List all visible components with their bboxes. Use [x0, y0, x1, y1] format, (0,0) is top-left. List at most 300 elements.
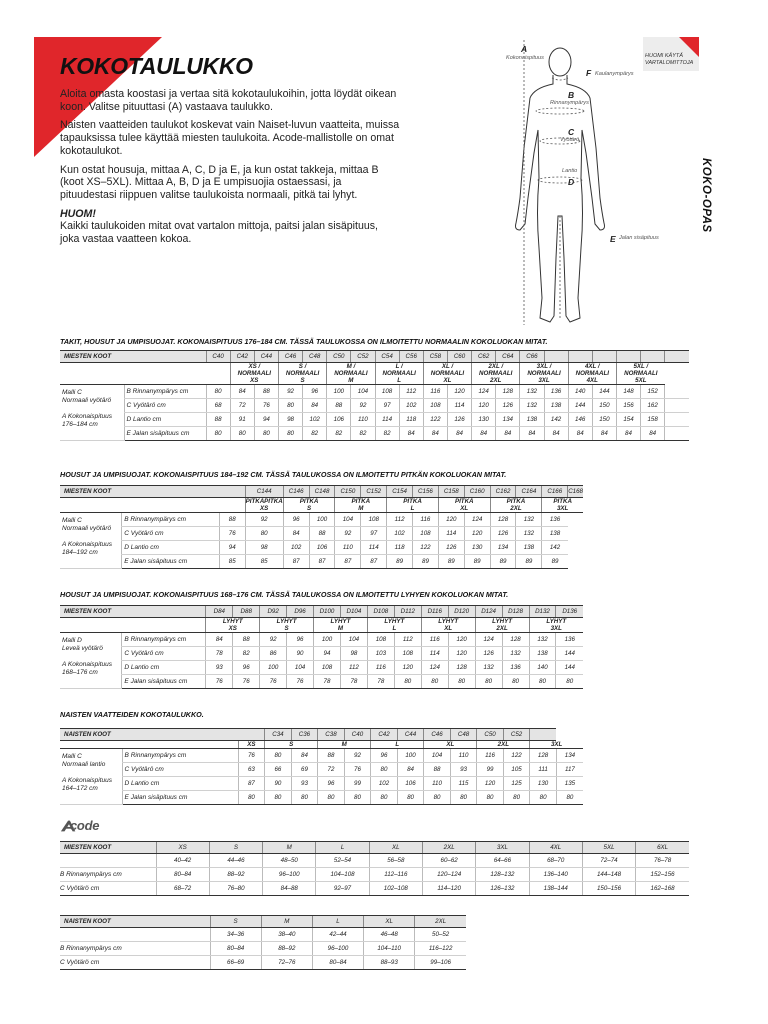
size-code-cell: C166 [542, 486, 568, 498]
measurement-value: 80 [530, 791, 557, 805]
size-group-line: NORMAALI [334, 370, 368, 377]
group-row [60, 363, 689, 385]
size-group-line: M [348, 377, 354, 384]
measurement-value: 124 [472, 385, 496, 399]
size-code-cell: L [312, 916, 363, 928]
page-title: KOKOTAULUKKO [60, 53, 253, 79]
neck-value: 38–40 [261, 928, 312, 942]
measurement-value: 80 [529, 675, 556, 689]
measurement-row [60, 763, 583, 777]
size-group-line: LYHYT [492, 618, 512, 625]
size-group-line: LYHYT [330, 618, 351, 625]
measurement-value: 110 [335, 541, 361, 555]
neck-value: 76–78 [636, 854, 689, 868]
measurement-value: 85 [245, 555, 283, 569]
measurement-value: 84 [397, 763, 424, 777]
label-f-sub: Kaulanympärys [595, 71, 634, 77]
size-code-cell: C48 [450, 729, 477, 741]
size-group-line: 2XL / [488, 363, 504, 370]
measurement-value: 142 [544, 413, 568, 427]
measurement-value: 150 [592, 413, 616, 427]
size-group-line: NORMAALI [624, 370, 658, 377]
measurement-value: 114 [438, 527, 464, 541]
measurement-value: 98 [245, 541, 283, 555]
measurement-value: 104 [340, 633, 367, 647]
measurement-value: 144 [568, 399, 592, 413]
size-group-line: NORMAALI [430, 370, 465, 377]
measurement-value: 116 [423, 385, 447, 399]
size-code-cell: D104 [340, 606, 367, 618]
size-group-line: NORMAALI [575, 370, 609, 377]
measurement-value: 110 [450, 749, 477, 763]
measurement-value: 76 [238, 749, 265, 763]
measurement-value: 80 [556, 791, 583, 805]
measurement-value: 92 [278, 385, 302, 399]
measurement-value: 88 [233, 633, 260, 647]
mens-long-size-table [60, 485, 583, 569]
measurement-value: 87 [238, 777, 265, 791]
size-code-cell: 5XL [582, 842, 635, 854]
measurement-value: 118 [399, 413, 423, 427]
measurement-value: 136 [502, 661, 529, 675]
neck-value: 52–54 [316, 854, 369, 868]
measurement-value: 120 [472, 399, 496, 413]
measurement-value: 120 [448, 633, 475, 647]
header-label: NAISTEN KOOT [60, 729, 265, 741]
measurement-label: D Lantio cm [122, 661, 206, 675]
measurement-value [665, 399, 689, 413]
measurement-value: 96 [287, 633, 314, 647]
measurement-value: 91 [230, 413, 254, 427]
size-group-cell [421, 618, 475, 633]
size-group-cell [423, 363, 471, 385]
measurement-value: 132 [520, 399, 544, 413]
size-group-cell: 2XL [477, 741, 530, 749]
size-code-cell: C42 [371, 729, 398, 741]
size-code-cell: D116 [421, 606, 448, 618]
intro-paragraph-2: Naisten vaatteiden taulukot koskevat vain Naiset-luvun vaatteita, muissa tapauksissa tulee käyttää miesten taulukoita. Acode-mallistolle on omat kokotaulukot. [60, 119, 400, 157]
measurement-value: 96–100 [263, 868, 316, 882]
measurement-row [60, 513, 583, 527]
measurement-label: E Jalan sisäpituus cm [122, 675, 206, 689]
measurement-value: 108 [423, 399, 447, 413]
measurement-value: 108 [361, 513, 387, 527]
measurement-value: 100 [397, 749, 424, 763]
size-group-line: M [337, 625, 344, 632]
measurement-value: 122 [503, 749, 530, 763]
measurement-value: 110 [424, 777, 451, 791]
measurement-value: 82 [351, 427, 375, 441]
measurement-row [60, 791, 583, 805]
measurement-value: 104–110 [364, 942, 415, 956]
measurement-value: 84 [496, 427, 520, 441]
size-group-line: L [410, 505, 415, 512]
measurement-value: 88 [219, 513, 245, 527]
size-group-cell [327, 363, 375, 385]
measurement-value: 96–100 [312, 942, 363, 956]
measurement-value: 162 [641, 399, 665, 413]
measurement-value: 84 [230, 385, 254, 399]
model-description: Malli C Normaali lantio A Kokonaispituus 164–172 cm [60, 749, 122, 805]
measurement-value: 80 [344, 791, 371, 805]
label-a-sub: Kokonaispituus [506, 55, 544, 61]
measurement-value: 80 [254, 427, 278, 441]
size-group-line: 4XL / [584, 363, 600, 370]
size-group-line: 3XL [538, 377, 550, 384]
size-group-line: 5XL / [633, 363, 649, 370]
size-code-cell: C144 [245, 486, 283, 498]
size-code-cell: D96 [287, 606, 314, 618]
measurement-value: 76 [344, 763, 371, 777]
measurement-row [60, 413, 689, 427]
size-group-line: XS [250, 377, 259, 384]
measurement-value: 92 [245, 513, 283, 527]
measurement-value: 100 [314, 633, 341, 647]
measurement-value: 72–76 [261, 956, 312, 970]
size-group-line: LYHYT [438, 618, 459, 625]
size-code-cell: C46 [424, 729, 451, 741]
measurement-value: 144–148 [582, 868, 635, 882]
size-group-cell: M [318, 741, 371, 749]
measurement-label: E Jalan sisäpituus cm [124, 427, 206, 441]
size-group-line: XS [228, 625, 237, 632]
measurement-label: E Jalan sisäpituus cm [122, 791, 238, 805]
measurement-value: 132 [520, 385, 544, 399]
measurement-label: C Vyötärö cm [60, 882, 156, 896]
size-group-line: NORMAALI [479, 370, 513, 377]
measurement-label: C Vyötärö cm [122, 763, 238, 777]
measurement-value: 80 [424, 791, 451, 805]
size-code-cell: C64 [496, 351, 520, 363]
measurement-value: 124 [464, 513, 490, 527]
size-code-cell: D108 [367, 606, 394, 618]
measurement-value: 126–132 [476, 882, 529, 896]
size-group-line: 3XL / [536, 363, 552, 370]
size-group-line: XS [260, 505, 269, 512]
size-group-line: PITKÄ [454, 498, 474, 505]
measurement-value: 152 [641, 385, 665, 399]
measurement-value: 100 [260, 661, 287, 675]
measurement-value: 116 [477, 749, 504, 763]
measurement-label: B Rinnanympärys cm [122, 513, 220, 527]
size-code-cell: C150 [335, 486, 361, 498]
measurement-value: 128–132 [476, 868, 529, 882]
size-code-cell: C42 [230, 351, 254, 363]
measurement-value: 94 [314, 647, 341, 661]
label-f: F [586, 68, 592, 78]
measurement-value: 78 [340, 675, 367, 689]
size-code-cell: 4XL [529, 842, 582, 854]
size-group-cell: 3XL [530, 741, 583, 749]
measurement-value: 120 [477, 777, 504, 791]
size-code-cell: C158 [438, 486, 464, 498]
neck-value: 68–70 [529, 854, 582, 868]
measurement-value: 98 [278, 413, 302, 427]
measurement-value: 88 [318, 749, 345, 763]
measurement-value: 80 [450, 791, 477, 805]
measurement-value: 138 [516, 541, 542, 555]
measurement-value: 87 [309, 555, 335, 569]
measurement-value: 92–97 [316, 882, 369, 896]
neck-value: 42–44 [312, 928, 363, 942]
size-group-cell: XL [424, 741, 477, 749]
neck-value: 44–46 [209, 854, 262, 868]
intro-paragraph-1: Aloita omasta koostasi ja vertaa sitä kokotaulukoihin, jotta löydät oikean koon. Valitse pituuttasi (A) vastaava taulukko. [60, 88, 397, 113]
header-row [60, 729, 583, 741]
size-group-cell [529, 618, 583, 633]
measurement-value: 72 [230, 399, 254, 413]
size-group-cell [568, 363, 616, 385]
measurement-value: 89 [490, 555, 516, 569]
measurement-value: 124 [421, 661, 448, 675]
size-code-cell: C46 [278, 351, 302, 363]
measurement-value: 125 [503, 777, 530, 791]
measurement-value: 88–93 [364, 956, 415, 970]
size-group-line: XS / [248, 363, 261, 370]
measurement-value: 80 [265, 749, 292, 763]
size-code-cell: S [209, 842, 262, 854]
measurement-value: 94 [219, 541, 245, 555]
measurement-value: 132 [475, 661, 502, 675]
measurement-value: 89 [438, 555, 464, 569]
size-code-cell: C160 [464, 486, 490, 498]
measurement-value: 80 [291, 791, 318, 805]
size-group-line: XL [444, 625, 453, 632]
measurement-value: 78 [206, 647, 233, 661]
measurement-value: 104 [287, 661, 314, 675]
measurement-value: 99 [344, 777, 371, 791]
size-code-cell: C38 [318, 729, 345, 741]
measurement-value: 148 [616, 385, 640, 399]
measurement-label: C Vyötärö cm [124, 399, 206, 413]
acode-womens-size-table [60, 915, 466, 970]
size-group-cell: S [265, 741, 318, 749]
size-code-cell: M [261, 916, 312, 928]
size-group-cell [260, 618, 314, 633]
label-e-sub: Jalan sisäpituus [619, 235, 659, 241]
measurement-row [60, 527, 583, 541]
size-group-line: L / [395, 363, 403, 370]
measurement-value: 136–140 [529, 868, 582, 882]
measurement-value: 126 [438, 541, 464, 555]
size-code-cell: D132 [529, 606, 556, 618]
measurement-value: 102 [387, 527, 413, 541]
measurement-value: 76 [219, 527, 245, 541]
measurement-value: 80 [230, 427, 254, 441]
measurement-row [60, 942, 466, 956]
measurement-row [60, 647, 583, 661]
size-group-line: S [284, 625, 289, 632]
measurement-value: 112 [340, 661, 367, 675]
size-code-cell: C58 [423, 351, 447, 363]
size-group-line: LYHYT [384, 618, 405, 625]
measurement-value: 85 [219, 555, 245, 569]
measurement-value: 80 [477, 791, 504, 805]
measurement-value: 99–106 [415, 956, 466, 970]
size-group-cell [367, 618, 421, 633]
size-code-cell: C152 [361, 486, 387, 498]
measurement-value: 112 [394, 633, 421, 647]
measurement-row [60, 633, 583, 647]
size-group-cell [520, 363, 568, 385]
measurement-value: 90 [265, 777, 292, 791]
header-label: MIESTEN KOOT [60, 486, 245, 498]
measurement-value: 80 [371, 763, 398, 777]
measurement-value: 108 [367, 633, 394, 647]
measurement-value: 80 [397, 791, 424, 805]
size-code-cell: C162 [490, 486, 516, 498]
measurement-value: 80 [278, 399, 302, 413]
size-code-cell [665, 351, 689, 363]
measurement-value: 144 [556, 661, 583, 675]
measurement-value: 120 [448, 647, 475, 661]
size-code-cell: XS [156, 842, 209, 854]
measurement-value: 150–156 [582, 882, 635, 896]
badge-text: HUOMI KÄYTÄ VARTALOMITTOJA [645, 53, 694, 66]
size-group-line: XL / [441, 363, 454, 370]
size-code-cell: D92 [260, 606, 287, 618]
size-code-cell: C56 [399, 351, 423, 363]
measurement-value: 135 [556, 777, 583, 791]
intro-paragraph-4: Kaikki taulukoiden mitat ovat vartalon mittoja, paitsi jalan sisäpituus, joka vastaa vaatteen kokoa. [60, 220, 378, 246]
neck-value: 64–66 [476, 854, 529, 868]
model-description: Malli C Normaali vyötärö A Kokonaispituus 184–192 cm [60, 513, 122, 569]
label-d-sub: Lantio [562, 168, 578, 174]
measurement-value: 66 [265, 763, 292, 777]
group-row [60, 618, 583, 633]
group-spacer [60, 741, 238, 749]
measurement-value: 84 [206, 633, 233, 647]
size-code-cell: C54 [375, 351, 399, 363]
measurement-value: 84–88 [263, 882, 316, 896]
measurement-value: 84 [568, 427, 592, 441]
measurement-value: 106 [327, 413, 351, 427]
table2-title: HOUSUT JA UMPISUOJAT. KOKONAISPITUUS 184–192 CM. TÄSSÄ TAULUKOSSA ON ILMOITETTU PITKÄN KOKOLUOKAN MITAT. [60, 470, 507, 479]
measurement-value: 96 [318, 777, 345, 791]
measurement-value: 144 [592, 385, 616, 399]
measurement-value: 108 [413, 527, 439, 541]
measurement-value: 138 [529, 647, 556, 661]
size-code-cell: D100 [314, 606, 341, 618]
size-group-cell [472, 363, 520, 385]
size-code-cell: C62 [472, 351, 496, 363]
measurement-value: 80–84 [210, 942, 261, 956]
measurement-row [60, 868, 689, 882]
measurement-label: C Vyötärö cm [122, 647, 206, 661]
measurement-value [665, 385, 689, 399]
measurement-value: 112 [387, 513, 413, 527]
size-code-cell: C44 [397, 729, 424, 741]
header-label: MIESTEN KOOT [60, 842, 156, 854]
measurement-value: 80 [448, 675, 475, 689]
size-code-cell: D88 [233, 606, 260, 618]
size-code-cell: 2XL [422, 842, 475, 854]
measurement-value: 80 [421, 675, 448, 689]
size-code-cell: D124 [475, 606, 502, 618]
measurement-value: 154 [616, 413, 640, 427]
measurement-value: 140 [568, 385, 592, 399]
measurement-value: 96 [303, 385, 327, 399]
neck-spacer [60, 928, 210, 942]
size-code-cell: XL [369, 842, 422, 854]
size-group-line: PITKÄ [553, 498, 572, 505]
neck-row [60, 854, 689, 868]
mens-normal-size-table [60, 350, 689, 441]
measurement-value: 126 [447, 413, 471, 427]
size-code-cell: M [263, 842, 316, 854]
model-description: Malli D Leveä vyötärö A Kokonaispituus 168–176 cm [60, 633, 122, 689]
measurement-value: 103 [367, 647, 394, 661]
intro-huom-heading: HUOM! [60, 207, 96, 220]
measurement-value: 66–69 [210, 956, 261, 970]
measurement-value: 93 [291, 777, 318, 791]
measurement-value: 84 [303, 399, 327, 413]
measurement-value: 87 [283, 555, 309, 569]
header-row [60, 842, 689, 854]
size-code-cell: 6XL [636, 842, 689, 854]
measurement-row [60, 541, 583, 555]
measurement-value: 106 [309, 541, 335, 555]
size-group-line: S [300, 377, 305, 384]
measurement-value: 78 [314, 675, 341, 689]
measurement-value: 88 [254, 385, 278, 399]
measurement-value: 108 [375, 385, 399, 399]
size-code-cell: D128 [502, 606, 529, 618]
measurement-value: 89 [516, 555, 542, 569]
size-group-line: LYHYT [546, 618, 567, 625]
measurement-value: 68 [206, 399, 230, 413]
header-row [60, 916, 466, 928]
measurement-value: 80 [503, 791, 530, 805]
measurement-value: 132 [502, 647, 529, 661]
measurement-value: 88 [206, 413, 230, 427]
size-group-line: 3XL [550, 625, 562, 632]
measurement-value: 116 [421, 633, 448, 647]
measurement-value: 88 [309, 527, 335, 541]
measurement-value: 120–124 [422, 868, 475, 882]
measurement-row [60, 777, 583, 791]
neck-value: 72–74 [582, 854, 635, 868]
measurement-value: 156 [616, 399, 640, 413]
size-code-cell: 2XL [415, 916, 466, 928]
size-group-line: NORMAALI [237, 370, 271, 377]
measurement-value: 92 [335, 527, 361, 541]
size-group-cell [387, 498, 439, 513]
measurement-value: 138–144 [529, 882, 582, 896]
size-code-cell: L [316, 842, 369, 854]
measurement-value: 80 [206, 385, 230, 399]
measurement-value: 84 [592, 427, 616, 441]
size-code-cell: C148 [309, 486, 335, 498]
group-spacer [60, 498, 245, 513]
measurement-value: 82 [303, 427, 327, 441]
measurement-label: C Vyötärö cm [60, 956, 210, 970]
size-code-cell: C40 [206, 351, 230, 363]
measurement-value: 100 [327, 385, 351, 399]
measurement-value: 128 [496, 385, 520, 399]
measurement-value: 117 [556, 763, 583, 777]
measurement-value: 132 [516, 527, 542, 541]
intro-paragraph-3: Kun ostat housuja, mittaa A, C, D ja E, ja kun ostat takkeja, mittaa B (koot XS–5XL). Mittaa A, B, D ja E umpisuojia ostaessasi, ja pituudestasi riippuen valitse taulukoista normaali, pitkä tai lyhyt. [60, 163, 379, 201]
measurement-value: 102 [303, 413, 327, 427]
size-code-cell: C50 [477, 729, 504, 741]
measurement-value: 96 [371, 749, 398, 763]
measurement-value: 89 [413, 555, 439, 569]
size-code-cell: C34 [265, 729, 292, 741]
header-row [60, 486, 583, 498]
header-label: MIESTEN KOOT [60, 351, 206, 363]
size-group-line: 4XL [586, 377, 598, 384]
